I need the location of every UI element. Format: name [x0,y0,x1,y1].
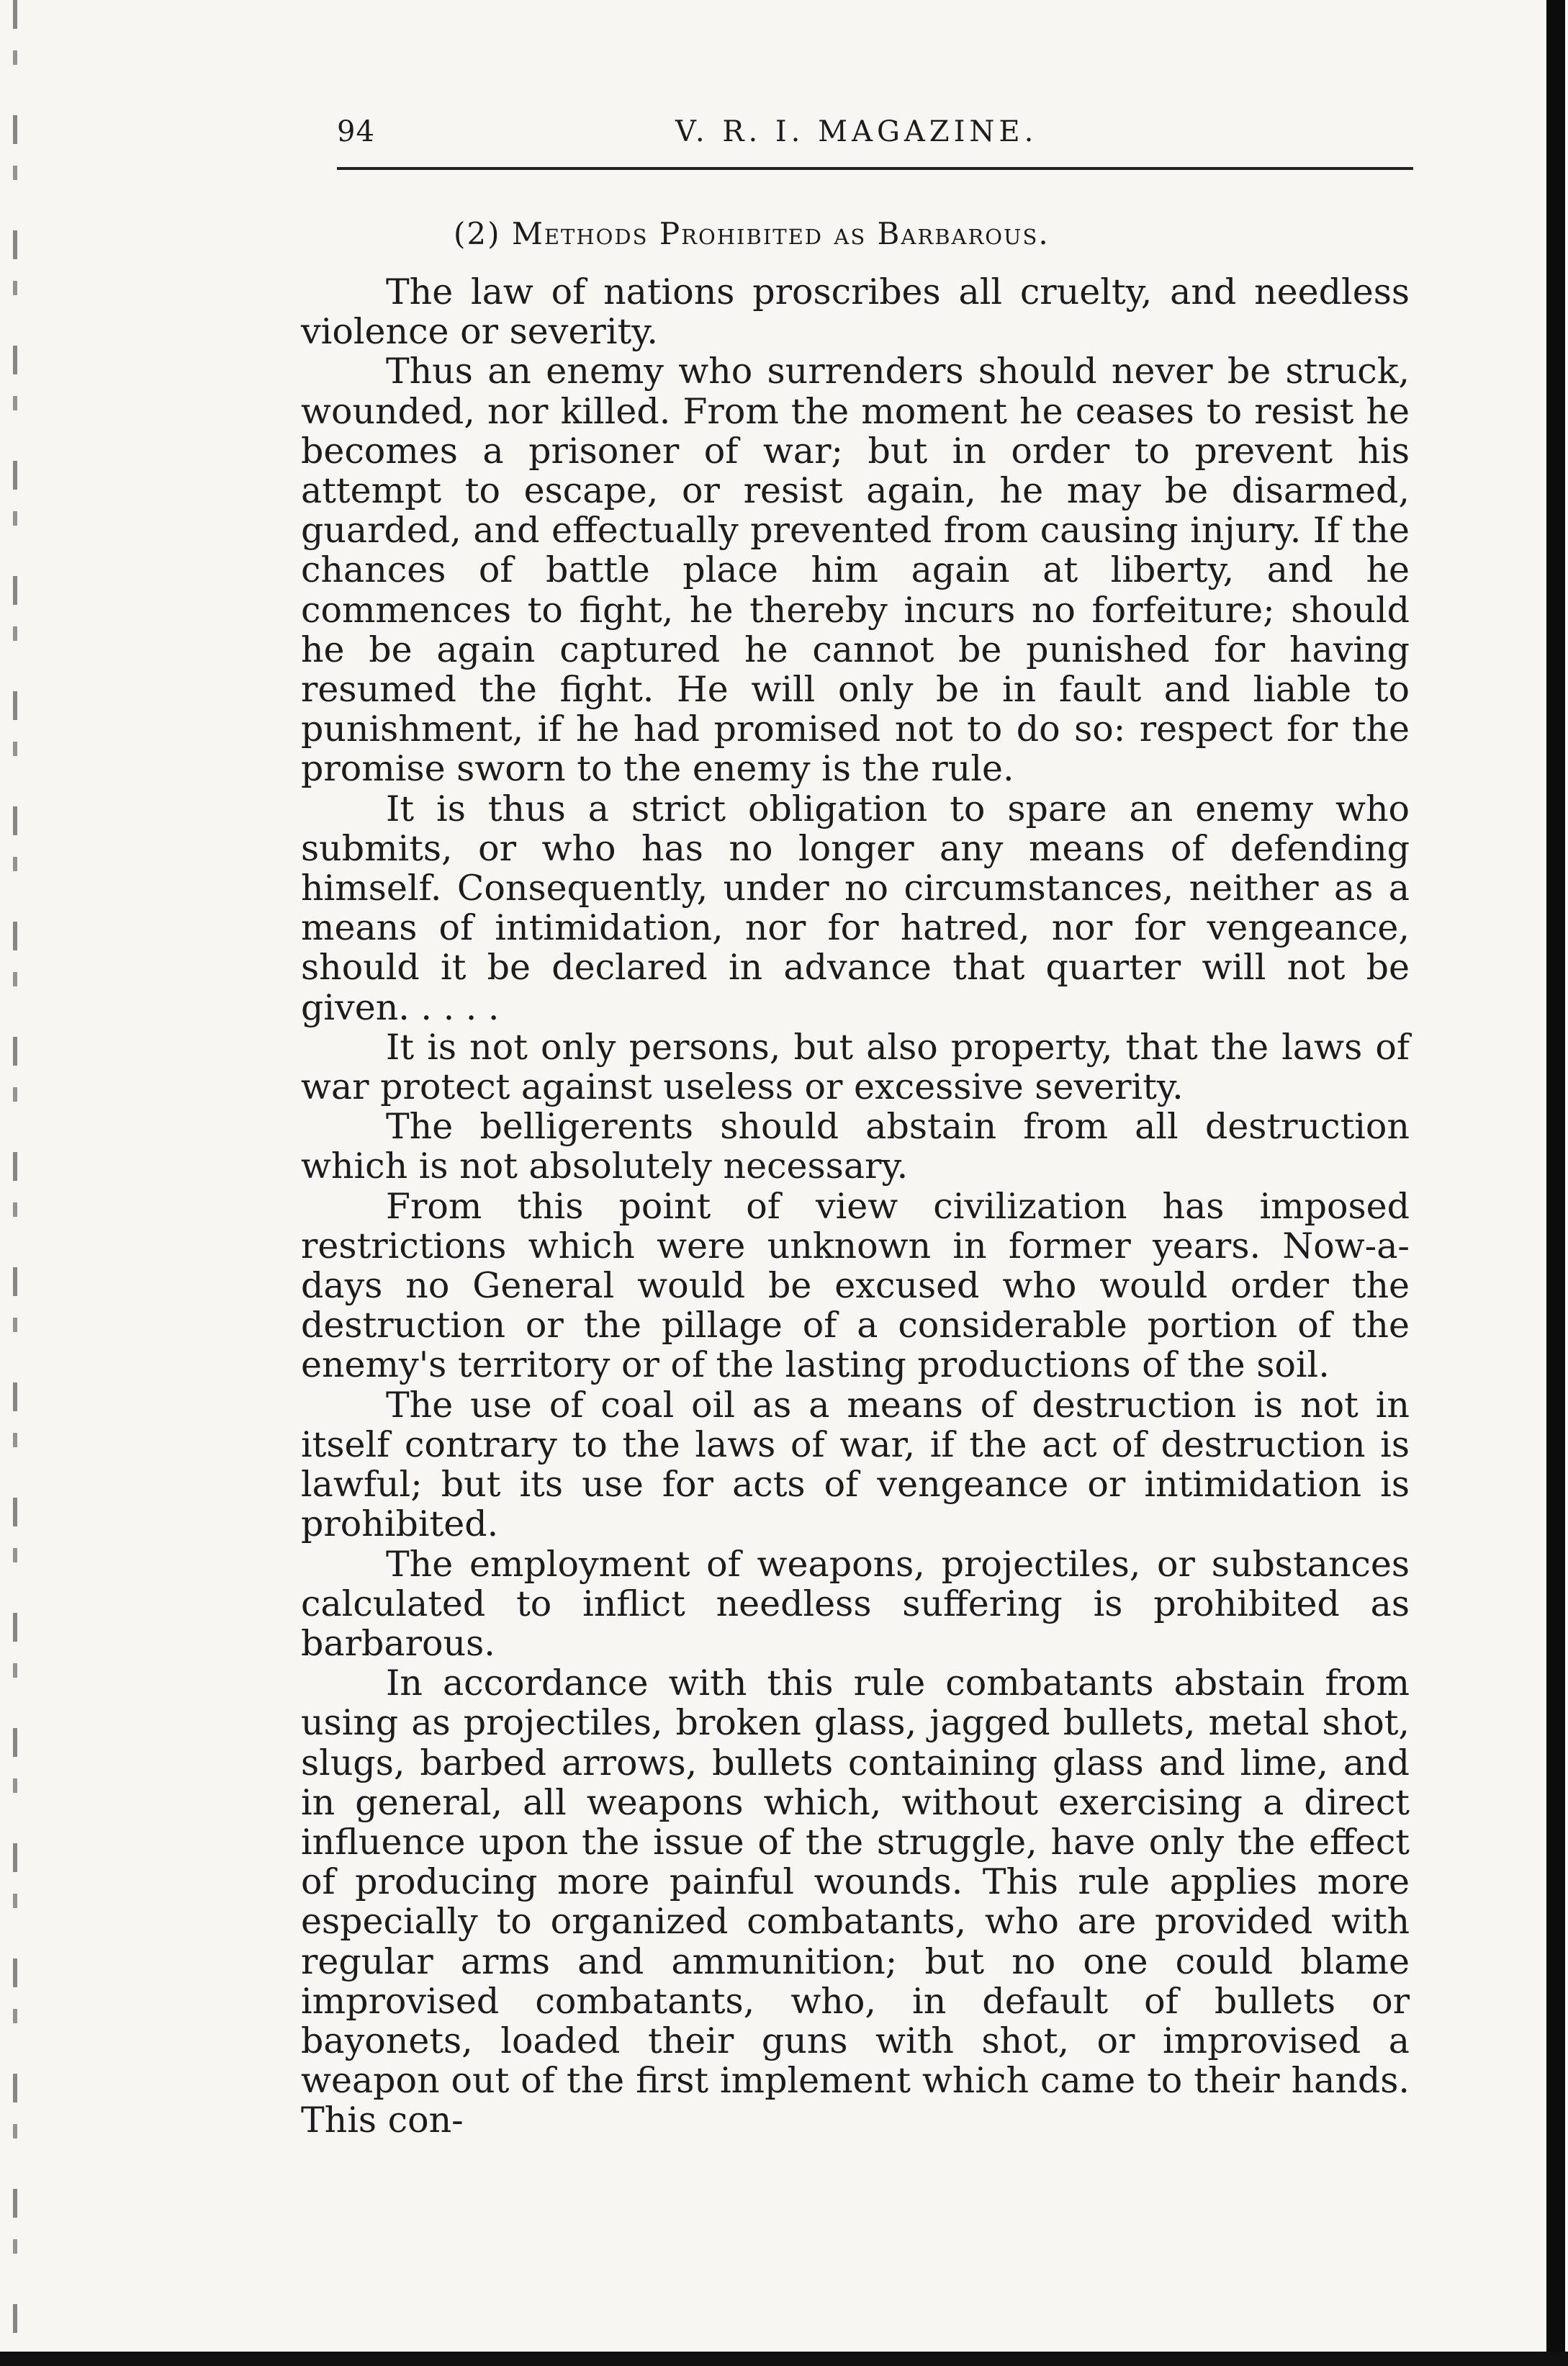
paragraph-9: In accordance with this rule combatants abstain from using as projectiles, broken glass, jagged bullets, metal shot, slugs, barbed arrows, bullets containing glass and lime, and in general, all weapons which, without exercising a direct influence upon the issue of the struggle, have only the effect of producing more painful wounds. This rule applies more especially to organized combatants, who are provided with regular arms and ammunition; but no one could blame improvised combatants, who, in default of bullets or bayonets, loaded their guns with shot, or improvised a weapon out of the first implement which came to their hands. This con- [301,1663,1410,2141]
paragraph-5: The belligerents should abstain from all destruction which is not absolutely necessary. [301,1106,1410,1187]
running-head: V. R. I. MAGAZINE. [675,115,1038,148]
paragraph-2: Thus an enemy who surrenders should never be struck, wounded, nor killed. From the moment he ceases to resist he becomes a prisoner of war; but in order to prevent his attempt to escape, or resist again, he may be disarmed, guarded, and effectually prevented from causing injury. If the chances of battle place him again at liberty, and he commences to fight, he thereby incurs no forfeiture; should he be again captured he cannot be punished for having resumed the fight. He will only be in fault and liable to punishment, if he had promised not to do so: respect for the promise sworn to the enemy is the rule. [301,351,1410,790]
paragraph-7: The use of coal oil as a means of destruction is not in itself contrary to the laws of war, if the act of destruction is lawful; but its use for acts of vengeance or intimidation is prohibited. [301,1384,1410,1545]
paragraph-8: The employment of weapons, projectiles, or substances calculated to inflict needless suffering is prohibited as barbarous. [301,1543,1410,1664]
paragraph-3: It is thus a strict obligation to spare an enemy who submits, or who has no longer any means of defending himself. Consequently, under no circumstances, neither as a means of intimidation, nor for hatred, nor for vengeance, should it be declared in advance that quarter will not be given. . . . . [301,788,1410,1028]
paragraph-6: From this point of view civilization has imposed restrictions which were unknown in former years. Now-a-days no General would be excused who would order the destruction or the pillage of a considerable portion of the enemy's territory or of the lasting productions of the soil. [301,1185,1410,1386]
header-rule [337,167,1413,170]
section-title: (2) Methods Prohibited as Barbarous. [454,216,1050,251]
paragraph-4: It is not only persons, but also property, that the laws of war protect against useless or excessive severity. [301,1026,1410,1108]
scan-edge-right [1546,0,1565,2366]
paragraph-1: The law of nations proscribes all cruelty, and needless violence or severity. [301,271,1410,353]
page-number: 94 [337,115,375,148]
page-header [337,115,1417,158]
scan-edge-left [13,0,17,2366]
body-text [301,272,1410,2141]
scan-edge-bottom [0,2352,1568,2366]
